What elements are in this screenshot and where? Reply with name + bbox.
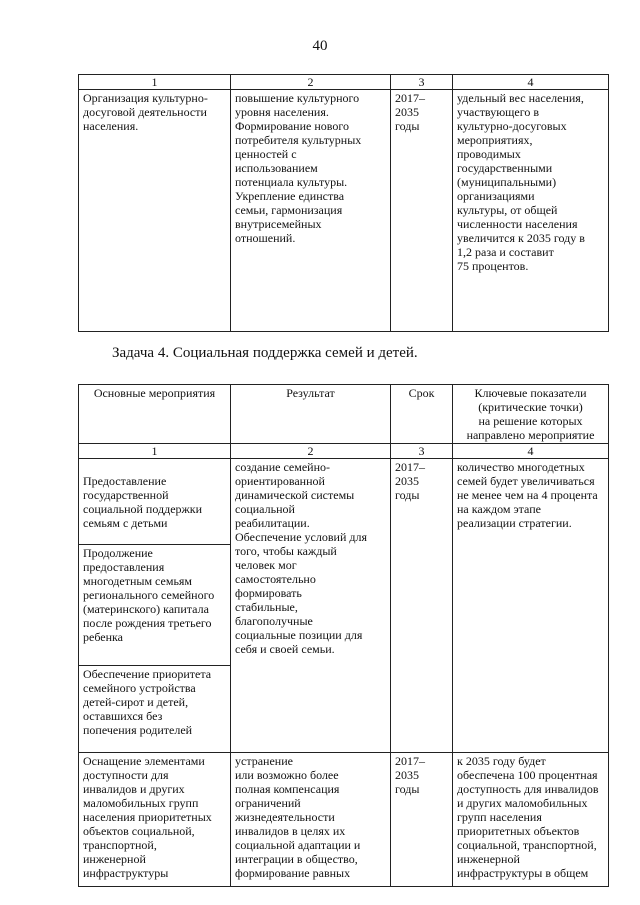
col-number-4: 4 [453, 444, 609, 459]
table-row [79, 459, 609, 753]
table-row [79, 90, 609, 332]
result-cell: повышение культурного уровня населения. Формирование нового потребителя культурных ценностей с использованием потенциала культуры. Укрепление единства семьи, гармонизация внутрисемейных отношений. [231, 90, 391, 332]
term-cell: 2017– 2035 годы [391, 459, 453, 753]
term-cell: 2017– 2035 годы [391, 90, 453, 332]
table-header-row [79, 75, 609, 90]
col-number-3: 3 [391, 75, 453, 90]
measure-item: Обеспечение приоритета семейного устройства детей-сирот и детей, оставшихся без попечения родителей [79, 665, 230, 738]
col-number-1: 1 [79, 444, 231, 459]
term-cell: 2017– 2035 годы [391, 753, 453, 887]
table-title-row [79, 385, 609, 444]
measures-group-cell [79, 459, 231, 753]
measure-item: Предоставление государственной социальной поддержки семьям с детьми [83, 474, 203, 530]
indicator-cell: к 2035 году будет обеспечена 100 процентная доступность для инвалидов и других маломобильных групп населения приоритетных объектов социальной, транспортной, инженерной инфраструктуры в общем [453, 753, 609, 887]
col-number-3: 3 [391, 444, 453, 459]
col-title-result: Результат [231, 385, 391, 444]
table-number-row [79, 444, 609, 459]
col-title-indicators: Ключевые показатели (критические точки) на решение которых направлено мероприятие [453, 385, 609, 444]
col-title-term: Срок [391, 385, 453, 444]
task-heading: Задача 4. Социальная поддержка семей и детей. [112, 345, 418, 361]
task4-table [78, 384, 609, 887]
table-row [79, 753, 609, 887]
measure-cell: Организация культурно- досуговой деятельности населения. [79, 90, 231, 332]
col-number-2: 2 [231, 444, 391, 459]
indicator-cell: количество многодетных семей будет увеличиваться не менее чем на 4 процента на каждом этапе реализации стратегии. [453, 459, 609, 753]
result-cell: устранение или возможно более полная компенсация ограничений жизнедеятельности инвалидов в целях их социальной адаптации и интеграции в общество, формирование равных [231, 753, 391, 887]
measure-item: Продолжение предоставления многодетным семьям регионального семейного (материнского) капитала после рождения третьего ребенка [79, 544, 230, 651]
col-number-4: 4 [453, 75, 609, 90]
col-number-2: 2 [231, 75, 391, 90]
result-cell: создание семейно- ориентированной динамической системы социальной реабилитации. Обеспечение условий для того, чтобы каждый человек мог самостоятельно формировать стабильные, благополучные социальные позиции для себя и своей семьи. [231, 459, 391, 753]
measure-cell: Оснащение элементами доступности для инвалидов и других маломобильных групп населения приоритетных объектов социальной, транспортной, инженерной инфраструктуры [79, 753, 231, 887]
indicator-cell: удельный вес населения, участвующего в культурно-досуговых мероприятиях, проводимых государственными (муниципальными) организациями культуры, от общей численности населения увеличится к 2035 году в 1,2 раза и составит 75 процентов. [453, 90, 609, 332]
table-continued [78, 74, 609, 332]
page-number: 40 [312, 38, 328, 54]
col-number-1: 1 [79, 75, 231, 90]
col-title-measures: Основные мероприятия [79, 385, 231, 444]
